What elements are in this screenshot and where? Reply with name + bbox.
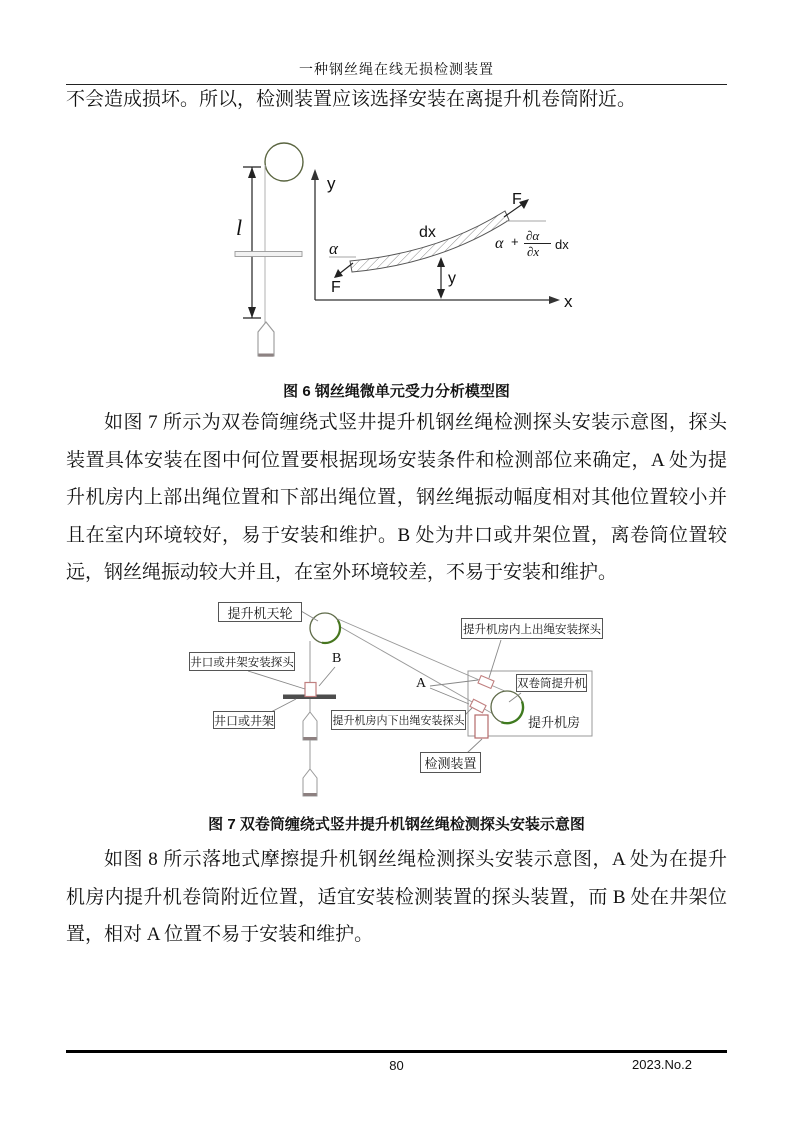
label-box-wellhead-probe: 井口或井架安装探头	[189, 652, 295, 671]
x-axis-label: x	[564, 292, 573, 311]
leader-wellhead-probe	[248, 671, 305, 689]
upper-conveyance-base	[304, 737, 317, 740]
dim-arrow-down	[248, 307, 256, 318]
y-axis-label: y	[327, 174, 336, 193]
formula-plus: +	[511, 234, 519, 249]
label-box-detector: 检测装置	[420, 752, 481, 773]
pulley-circle	[265, 143, 303, 181]
leader-point-b	[319, 667, 335, 686]
detector-rect	[475, 715, 488, 738]
label-hoist-room: 提升机房	[528, 715, 581, 730]
footer-page-number: 80	[389, 1058, 404, 1073]
y-axis-arrow	[311, 169, 319, 180]
dx-label: dx	[419, 224, 436, 241]
figure6-caption: 图 6 钢丝绳微单元受力分析模型图	[283, 383, 510, 400]
paragraph-figure7: 如图 7 所示为双卷筒缠绕式竖井提升机钢丝绳检测探头安装示意图，探头装置具体安装在图中何位置要根据现场安装条件和检测部位来确定，A 处为提升机房内上部出绳位置和下部出绳位置，钢丝绳振动幅度相对其他位置较小并且在室内环境较好，易于安装和维护。B 处为井口或井架位置，离卷筒位置较远，钢丝绳振动较大并且，在室外环境较差，不易于安装和维护。	[66, 412, 727, 584]
rope-element-band	[350, 211, 509, 272]
figure7-diagram	[0, 595, 793, 807]
y-height-label: y	[448, 270, 456, 287]
label-point-a: A	[416, 676, 427, 691]
leader-detector	[467, 739, 482, 753]
lower-probe-rect	[470, 699, 486, 712]
figure6-svg	[210, 128, 600, 373]
y-dim-arrow-up	[437, 257, 445, 267]
crossbar	[235, 252, 302, 257]
label-box-upper-probe: 提升机房内上出绳安装探头	[461, 618, 603, 639]
formula-partial-den: ∂x	[527, 244, 540, 259]
y-dim-arrow-down	[437, 289, 445, 299]
x-axis-arrow	[549, 296, 560, 304]
length-label: l	[236, 215, 243, 240]
paragraph-intro: 不会造成损坏。所以，检测装置应该选择安装在离提升机卷筒附近。	[66, 89, 637, 110]
alpha-label: α	[329, 239, 338, 258]
weight-base	[259, 354, 274, 357]
lower-conveyance	[303, 769, 317, 796]
footer-rule	[66, 1050, 727, 1053]
lower-conveyance-base	[304, 793, 317, 796]
formula-alpha: α	[495, 235, 504, 252]
formula-partial-num: ∂α	[526, 228, 540, 243]
header-rule	[66, 84, 727, 85]
leader-upper-probe	[489, 640, 501, 678]
upper-conveyance	[303, 712, 317, 740]
wellhead-probe-rect	[305, 683, 316, 697]
paragraph-figure8: 如图 8 所示落地式摩擦提升机钢丝绳检测探头安装示意图，A 处为在提升机房内提升机卷筒附近位置，适宜安装检测装置的探头装置，而 B 处在井架位置，相对 A 位置不易于安装和维护。	[66, 849, 727, 946]
label-box-double-drum: 双卷筒提升机	[516, 674, 587, 692]
label-box-sheave: 提升机天轮	[218, 602, 302, 622]
footer-issue: 2023.No.2	[632, 1057, 692, 1072]
page-header-title: 一种钢丝绳在线无损检测装置	[299, 63, 494, 78]
force-right-label: F	[512, 191, 522, 208]
formula-dx: dx	[555, 237, 569, 252]
upper-probe-rect	[478, 676, 494, 689]
figure7-caption: 图 7 双卷筒缠绕式竖井提升机钢丝绳检测探头安装示意图	[208, 816, 585, 833]
force-left-arrow	[334, 269, 343, 278]
label-point-b: B	[332, 651, 342, 666]
weight-bottle	[258, 322, 274, 356]
label-box-wellhead: 井口或井架	[213, 711, 275, 729]
leader-a-upper	[430, 680, 478, 686]
label-box-lower-probe: 提升机房内下出绳安装探头	[331, 710, 466, 730]
force-left-label: F	[331, 279, 341, 296]
dim-arrow-up	[248, 167, 256, 178]
figure6-diagram	[210, 128, 600, 373]
leader-a-lower	[430, 688, 469, 704]
